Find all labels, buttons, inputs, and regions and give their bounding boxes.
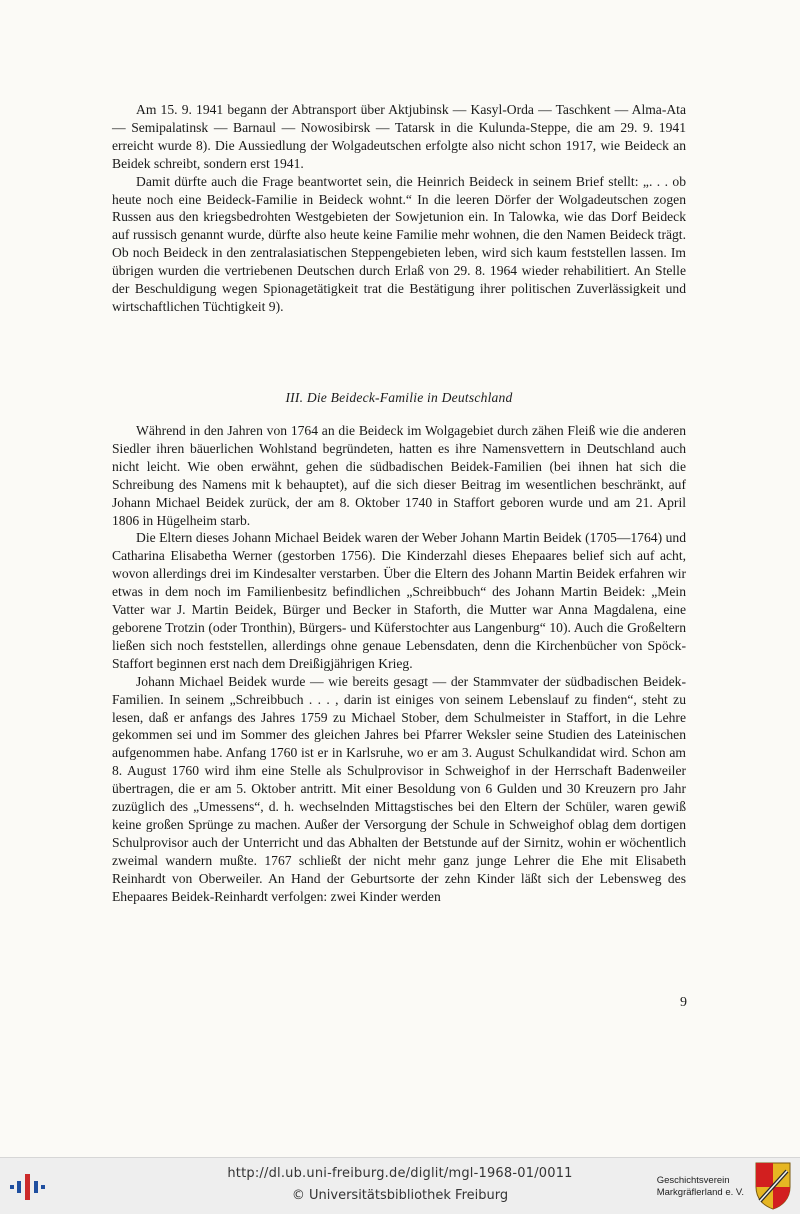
paragraph: Damit dürfte auch die Frage beantwortet sein, die Heinrich Beideck in seinem Brief stellt: „. . . ob heute noch eine Beideck-Familie in Beideck wohnt.“ In die leeren Dörfer der Wolgadeutschen zogen Russen aus den kriegsbedrohten Westgebieten der Sowjetunion ein. In Talowka, wie das Dorf Beideck auf russisch genannt wurde, dürfte also heute keine Familie mehr wohnen, die den Namen Beideck trägt. Ob noch Beideck in den zentralasiatischen Steppengebieten leben, wird sich kaum feststellen lassen. Im übrigen wurden die vertriebenen Deutschen durch Erlaß von 29. 8. 1964 wieder rehabilitiert. An Stelle der Beschuldigung wegen Spionagetätigkeit trat die Bestätigung ihrer politischen Zuverlässigkeit und wirtschaftlichen Tüchtigkeit 9).	[112, 173, 686, 314]
viewer-footer	[0, 1157, 800, 1214]
page-number: 9	[680, 995, 687, 1010]
publisher-line-1: Geschichtsverein	[656, 1175, 730, 1186]
text-block-bottom	[112, 422, 686, 905]
paragraph: Die Eltern dieses Johann Michael Beidek waren der Weber Johann Martin Beidek (1705—1764) und Catharina Elisabetha Werner (gestorben 1756). Die Kinderzahl dieses Ehepaares belief sich auf acht, wovon allerdings drei im Kindesalter verstarben. Über die Eltern des Johann Martin Beidek erfahren wir etwas in dem noch im Familienbesitz befindlichen „Schreibbuch“ des Johann Martin Beidek: „Mein Vatter war J. Martin Beidek, Bürger und Becker in Staforth, die Mutter war Anna Magdalena, eine geborene Trotzin (oder Tronthin), Bürgers- und Küferstochter aus Langenburg“ 10). Auch die Großeltern ließen sich noch feststellen, allerdings ohne genaue Lebensdaten, denn die Kirchenbücher von Spöck-Staffort beginnen erst nach dem Dreißigjährigen Krieg.	[112, 530, 686, 671]
publisher-line-2: Markgräflerland e. V.	[656, 1187, 744, 1198]
paragraph: Johann Michael Beidek wurde — wie bereits gesagt — der Stammvater der südbadischen Beidek-Familien. In seinem „Schreibbuch . . . , darin ist einiges von seinem Lebenslauf zu finden“, steht zu lesen, daß er anfangs des Jahres 1759 zu Michael Stober, dem Schulmeister in Staffort, in die Lehre gekommen sei und im Sommer des gleichen Jahres bei Pfarrer Weksler seine Studien des Lateinischen aufgenommen habe. Anfang 1760 ist er in Karlsruhe, wo er am 3. August Schulkandidat wird. Schon am 8. August 1760 wird ihm eine Stelle als Schulprovisor in Schweighof in der Herrschaft Badenweiler übertragen, die er am 5. Oktober antritt. Mit einer Besoldung von 6 Gulden und 30 Kreuzern pro Jahr zuzüglich des „Umessens“, d. h. wechselnden Mittagstisches bei den Eltern der Schüler, waren gewiß keine großen Sprünge zu machen. Außer der Versorgung der Schule in Schweighof oblag dem dortigen Schulprovisor auch der Unterricht und das Abhalten der Betstunde auf der Sirnitz, wohin er wöchentlich zweimal wandern mußte. 1767 schließt der nicht mehr ganz junge Lehrer die Ehe mit Elisabeth Reinhardt von Oberweiler. An Hand der Geburtsorte der zehn Kinder läßt sich der Lebensweg des Ehepaares Beidek-Reinhardt verfolgen: zwei Kinder werden	[112, 673, 686, 904]
paragraph: Am 15. 9. 1941 begann der Abtransport über Aktjubinsk — Kasyl-Orda — Taschkent — Alma-Ata — Semipalatinsk — Barnaul — Nowosibirsk — Tatarsk in die Kulunda-Steppe, die am 29. 9. 1941 erreicht wurde 8). Die Aussiedlung der Wolgadeutschen erfolgte also nicht schon 1917, wie Beideck an Beidek schreibt, sondern erst 1941.	[112, 102, 686, 171]
permalink-url[interactable]: http://dl.ub.uni-freiburg.de/diglit/mgl-1968-01/0011	[227, 1166, 573, 1181]
publisher-name	[657, 1175, 744, 1199]
section-heading: III. Die Beideck-Familie in Deutschland	[285, 390, 513, 405]
text-block-top	[112, 101, 686, 316]
paragraph: Während in den Jahren von 1764 an die Beideck im Wolgagebiet durch zähen Fleiß wie die anderen Siedler ihren bäuerlichen Wohlstand begründeten, hatten es ihre Namensvettern in Deutschland auch nicht leicht. Wie oben erwähnt, gehen die südbadischen Beidek-Familien (bei ihnen hat sich die Schreibung des Namens mit k behauptet), auf die sich dieser Beitrag im wesentlichen beschränkt, auf Johann Michael Beidek zurück, der am 8. Oktober 1740 in Staffort geboren wurde und am 21. April 1806 in Hügelheim starb.	[112, 423, 686, 528]
copyright-notice: © Universitätsbibliothek Freiburg	[291, 1188, 509, 1203]
coat-of-arms-icon	[754, 1161, 792, 1211]
